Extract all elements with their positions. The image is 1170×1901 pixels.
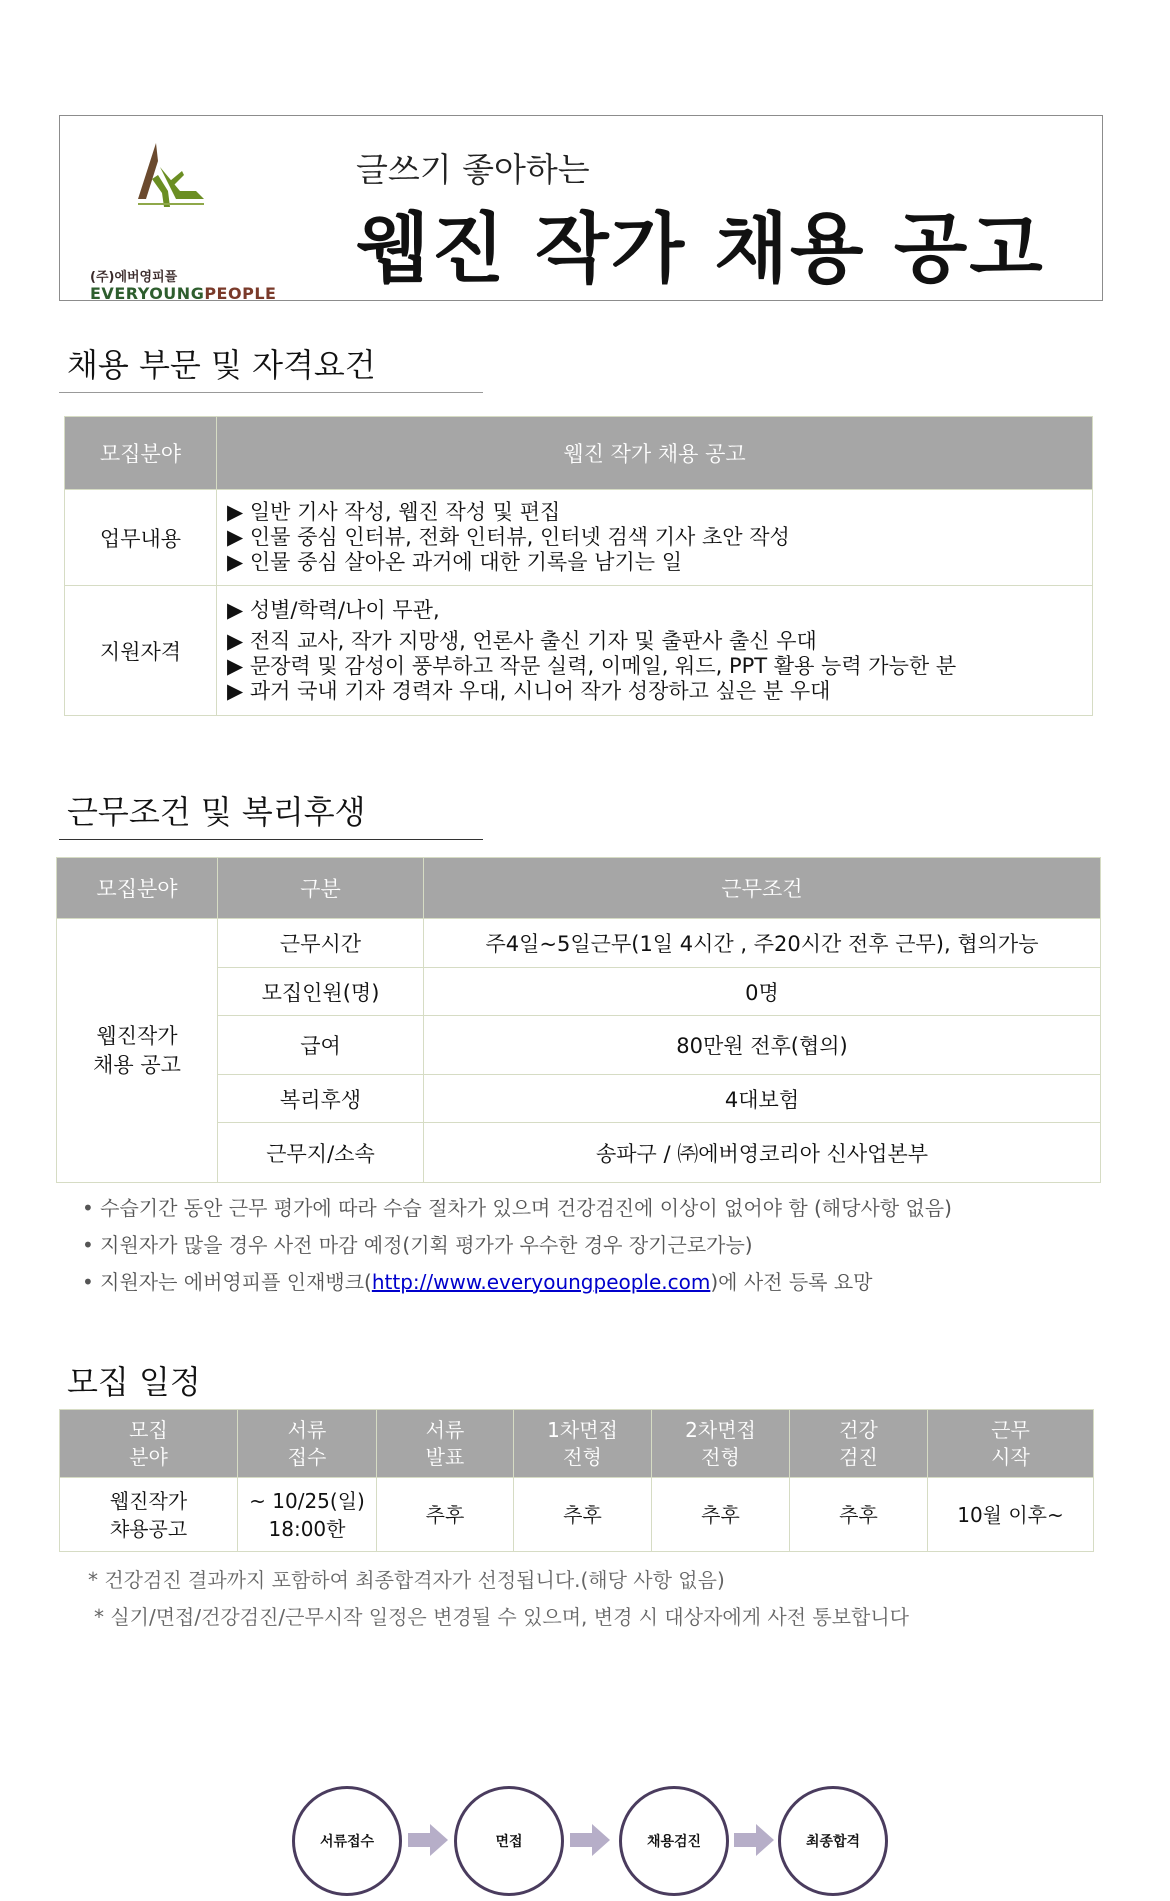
flow-step-final-pass: 최종합격 <box>778 1786 888 1896</box>
header-line: 2차면접 <box>685 1417 756 1442</box>
header-line: 전형 <box>701 1444 740 1469</box>
schedule-doc-deadline-cell <box>238 1478 377 1552</box>
row-content-duties <box>217 490 1093 586</box>
row-content-qualifications <box>217 586 1093 716</box>
condition-cell: 4대보험 <box>424 1075 1101 1123</box>
header-line: 발표 <box>425 1444 465 1469</box>
qualification-line: ▶ 과거 국내 기자 경력자 우대, 시니어 작가 성장하고 싶은 분 우대 <box>227 678 831 703</box>
header-line: 접수 <box>287 1444 327 1469</box>
logo-english-part1: EVERYOUNG <box>90 284 205 303</box>
field-line: 채용 공고 <box>93 1052 181 1077</box>
duty-line: ▶ 인물 중심 인터뷰, 전화 인터뷰, 인터넷 검색 기사 초안 작성 <box>227 525 790 549</box>
flow-step-document: 서류접수 <box>292 1786 402 1896</box>
header-line: 건강 <box>839 1417 878 1442</box>
qualification-line: ▶ 전직 교사, 작가 지망생, 언론사 출신 기자 및 출판사 출신 우대 <box>227 628 817 653</box>
header-line: 분야 <box>129 1444 168 1469</box>
logo-english-name <box>90 284 276 303</box>
schedule-table <box>59 1409 1094 1552</box>
condition-cell: 송파구 / ㈜에버영코리아 신사업본부 <box>424 1123 1101 1183</box>
header-line: 전형 <box>563 1444 602 1469</box>
header-cell <box>238 1410 377 1478</box>
talent-bank-link[interactable]: http://www.everyoungpeople.com <box>371 1270 711 1294</box>
row-label-qualifications: 지원자격 <box>65 586 217 716</box>
schedule-doc-result-cell: 추후 <box>377 1478 514 1552</box>
duty-line: ▶ 인물 중심 살아온 과거에 대한 기록을 남기는 일 <box>227 550 682 574</box>
logo-mark-icon <box>136 141 206 213</box>
schedule-interview2-cell: 추후 <box>652 1478 790 1552</box>
header-line: 근무 <box>991 1417 1030 1442</box>
cell-line: ~ 10/25(일) <box>249 1488 365 1513</box>
condition-cell: 0명 <box>424 968 1101 1016</box>
table-header-row <box>60 1410 1094 1478</box>
schedule-start-cell: 10월 이후~ <box>928 1478 1094 1552</box>
page-subtitle: 글쓰기 좋아하는 <box>356 150 590 189</box>
header-line: 1차면접 <box>547 1417 618 1442</box>
header-line: 서류 <box>425 1417 465 1442</box>
conditions-notes <box>82 1190 952 1301</box>
qualification-line: ▶ 성별/학력/나이 무관, <box>227 597 440 622</box>
field-cell <box>57 919 218 1183</box>
note-line: • 지원자가 많을 경우 사전 마감 예정(기획 평가가 우수한 경우 장기근로가능) <box>82 1233 753 1257</box>
header-cell <box>514 1410 652 1478</box>
duty-line: ▶ 일반 기사 작성, 웹진 작성 및 편집 <box>227 500 561 524</box>
header-line: 서류 <box>287 1417 327 1442</box>
header-cell <box>60 1410 238 1478</box>
cell-line: 챠용공고 <box>109 1516 188 1541</box>
schedule-notes <box>88 1562 909 1636</box>
table-row <box>60 1478 1094 1552</box>
schedule-interview1-cell: 추후 <box>514 1478 652 1552</box>
company-logo <box>90 141 277 303</box>
qualification-line: ▶ 문장력 및 감성이 풍부하고 작문 실력, 이메일, 워드, PPT 활용 능력 가능한 분 <box>227 653 957 678</box>
table-header-row <box>57 858 1101 919</box>
header-line: 검진 <box>839 1444 878 1469</box>
header-line: 모집 <box>129 1417 168 1442</box>
category-cell: 근무지/소속 <box>218 1123 424 1183</box>
cell-line: 웹진작가 <box>109 1488 188 1513</box>
note-text: • 지원자는 에버영피플 인재뱅크( <box>82 1270 372 1294</box>
note-text: )에 사전 등록 요망 <box>710 1270 873 1294</box>
header-cell-category: 구분 <box>218 858 424 919</box>
header-cell-position: 웹진 작가 채용 공고 <box>217 417 1093 490</box>
table-row <box>57 919 1101 968</box>
page-title: 웹진 작가 채용 공고 <box>356 204 1045 293</box>
schedule-health-cell: 추후 <box>790 1478 928 1552</box>
section-title-schedule: 모집 일정 <box>59 1357 483 1410</box>
condition-cell: 주4일~5일근무(1일 4시간 , 주20시간 전후 근무), 협의가능 <box>424 919 1101 968</box>
note-line <box>82 1264 952 1301</box>
header-cell-field: 모집분야 <box>57 858 218 919</box>
section-title-conditions: 근무조건 및 복리후생 <box>59 787 483 840</box>
logo-korean-name: (주)에버영피플 <box>90 270 178 285</box>
table-row-duties <box>65 490 1093 586</box>
section-title-requirements: 채용 부문 및 자격요건 <box>59 340 483 393</box>
header-cell <box>790 1410 928 1478</box>
field-line: 웹진작가 <box>96 1023 178 1048</box>
header-cell-field: 모집분야 <box>65 417 217 490</box>
table-header-row <box>65 417 1093 490</box>
header-box <box>59 115 1103 301</box>
schedule-field-cell <box>60 1478 238 1552</box>
category-cell: 모집인원(명) <box>218 968 424 1016</box>
header-cell-condition: 근무조건 <box>424 858 1101 919</box>
flow-step-interview: 면접 <box>454 1786 564 1896</box>
note-line: * 건강검진 결과까지 포함하여 최종합격자가 선정됩니다.(해당 사항 없음) <box>88 1568 725 1592</box>
cell-line: 18:00한 <box>268 1516 346 1541</box>
note-line: * 실기/면접/건강검진/근무시작 일정은 변경될 수 있으며, 변경 시 대상자에게 사전 통보합니다 <box>94 1605 909 1629</box>
category-cell: 근무시간 <box>218 919 424 968</box>
arrow-right-icon <box>734 1824 774 1856</box>
table-row-qualifications <box>65 586 1093 716</box>
category-cell: 복리후생 <box>218 1075 424 1123</box>
conditions-table <box>56 857 1101 1183</box>
arrow-right-icon <box>408 1824 448 1856</box>
condition-cell: 80만원 전후(협의) <box>424 1016 1101 1075</box>
header-cell <box>377 1410 514 1478</box>
row-label-duties: 업무내용 <box>65 490 217 586</box>
process-flow <box>290 1786 890 1896</box>
logo-english-part2: PEOPLE <box>204 284 277 303</box>
note-line: • 수습기간 동안 근무 평가에 따라 수습 절차가 있으며 건강검진에 이상이 없어야 함 (해당사항 없음) <box>82 1196 952 1220</box>
header-cell <box>928 1410 1094 1478</box>
header-cell <box>652 1410 790 1478</box>
category-cell: 급여 <box>218 1016 424 1075</box>
flow-step-health-check: 채용검진 <box>619 1786 729 1896</box>
arrow-right-icon <box>570 1824 610 1856</box>
header-line: 시작 <box>991 1444 1030 1469</box>
requirements-table <box>64 416 1093 716</box>
